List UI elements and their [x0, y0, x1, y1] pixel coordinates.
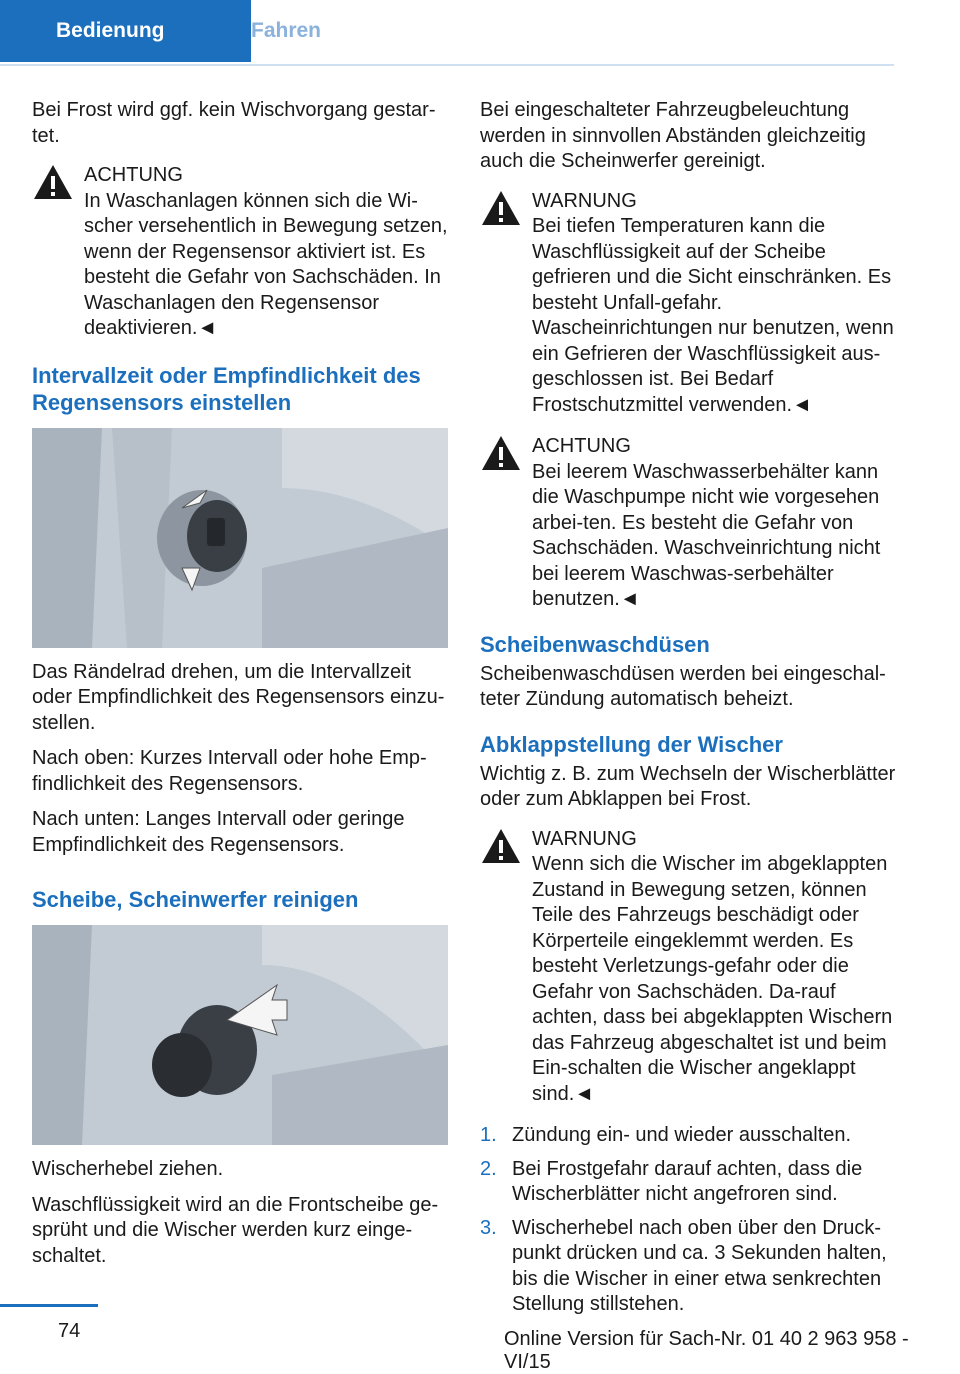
list-item: 3. Wischerhebel nach oben über den Druck-punkt drücken und ca. 3 Sekunden halten, bis die Wischer in einer etwa senkrechten Stellung stillstehen.	[480, 1216, 887, 1315]
warning-box-folded-wipers	[480, 827, 896, 1108]
warning-title: WARNUNG	[532, 189, 637, 212]
warning-triangle-icon	[480, 827, 522, 865]
instr-turn-wheel: Das Rändelrad drehen, um die Intervallzeit oder Empfindlichkeit des Regensensors einzu-stellen.	[32, 660, 445, 734]
warning-title: WARNUNG	[532, 827, 637, 850]
tab-fahren[interactable]: Fahren	[251, 19, 322, 42]
nozzles-text: Scheibenwaschdüsen werden bei eingeschal-teter Zündung automatisch beheizt.	[480, 662, 886, 710]
warning-box-freeze	[480, 189, 896, 419]
caution-title: ACHTUNG	[84, 164, 183, 186]
warning-text: Wenn sich die Wischer im abgeklappten Zustand in Bewegung setzen, können Teile des Fahrzeugs beschädigt oder Körperteile eingeklemmt werden. Es besteht Verletzungs-gefahr oder die Gefahr von Sachschäden. Da-rauf achten, dass bei abgeklappten Wischern das Fahrzeug abgeschaltet ist und beim Ein-schalten die Wischer angeklappt sind.◄	[532, 853, 893, 1105]
page-number: 74	[58, 1320, 81, 1342]
caution-text: In Waschanlagen können sich die Wi-scher versehentlich in Bewegung setzen, wenn der Regensensor aktiviert ist. Es besteht die Gefahr von Sachschäden. In Waschanlagen den Regensensor deaktivieren.◄	[84, 189, 448, 339]
figure-thumbwheel	[32, 428, 448, 648]
fold-text: Wichtig z. B. zum Wechseln der Wischerblätter oder zum Abklappen bei Frost.	[480, 762, 896, 810]
instr-up: Nach oben: Kurzes Intervall oder hohe Emp-findlichkeit des Regensensors.	[32, 747, 427, 795]
left-column	[32, 98, 450, 1279]
heading-nozzles: Scheibenwaschdüsen	[480, 631, 710, 657]
right-column	[480, 98, 896, 1326]
instr-down: Nach unten: Langes Intervall oder geringe Empfindlichkeit des Regensensors.	[32, 808, 405, 856]
warning-triangle-icon	[480, 434, 522, 472]
caution-box-empty-tank	[480, 434, 896, 613]
caution-title: ACHTUNG	[532, 435, 631, 457]
thumbwheel-illustration	[32, 428, 448, 648]
lever-illustration	[32, 925, 448, 1145]
heading-clean: Scheibe, Scheinwerfer reinigen	[32, 887, 359, 912]
warning-text: Bei tiefen Temperaturen kann die Waschflüssigkeit auf der Scheibe gefrieren und die Sicht einschränken. Es besteht Unfall-gefahr. Wascheinrichtungen nur benutzen, wenn ein Gefrieren der Waschflüssigkeit aus-geschlossen ist. Bei Bedarf Frostschutzmittel verwenden.◄	[532, 215, 894, 416]
caution-text: Bei leerem Waschwasserbehälter kann die Waschpumpe nicht wie vorgesehen arbei-ten. Es besteht die Gefahr von Sachschäden. Waschveinrichtung nicht bei leerem Waschwas-serbehälter benutzen.◄	[532, 460, 881, 610]
tab-bedienung[interactable]: Bedienung	[0, 0, 251, 62]
frost-note: Bei Frost wird ggf. kein Wischvorgang gestar-tet.	[32, 99, 436, 147]
fold-steps-list	[480, 1123, 896, 1318]
caution-box-carwash	[32, 163, 450, 342]
warning-triangle-icon	[480, 189, 522, 227]
heading-interval: Intervallzeit oder Empfindlichkeit des Regensensors einstellen	[32, 362, 421, 415]
page-number-rule	[0, 1304, 98, 1307]
online-version-footer: Online Version für Sach-Nr. 01 40 2 963 958 - VI/15	[504, 1328, 909, 1373]
headlight-note: Bei eingeschalteter Fahrzeugbeleuchtung werden in sinnvollen Abständen gleichzeitig auch die Scheinwerfer gereinigt.	[480, 99, 866, 172]
warning-triangle-icon	[32, 163, 74, 201]
instr-pull-lever: Wischerhebel ziehen.	[32, 1158, 224, 1180]
list-item: 1. Zündung ein- und wieder ausschalten.	[480, 1124, 852, 1146]
heading-fold-position: Abklappstellung der Wischer	[480, 731, 783, 757]
chapter-tabbar	[0, 0, 894, 66]
figure-lever-pull	[32, 925, 448, 1145]
list-item: 2. Bei Frostgefahr darauf achten, dass die Wischerblätter nicht angefroren sind.	[480, 1157, 863, 1205]
instr-fluid: Waschflüssigkeit wird an die Frontscheibe ge-sprüht und die Wischer werden kurz einge-schaltet.	[32, 1193, 439, 1267]
